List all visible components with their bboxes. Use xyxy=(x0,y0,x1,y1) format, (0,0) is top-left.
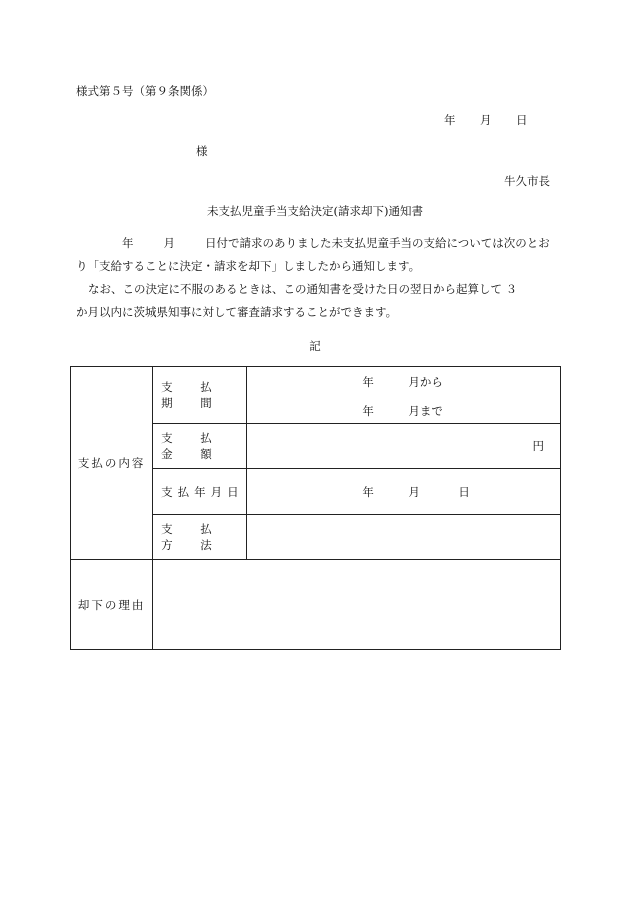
payment-method-field[interactable] xyxy=(247,515,561,560)
period-to xyxy=(362,403,443,419)
payment-period-field[interactable] xyxy=(247,367,561,424)
p1-rest: 日付で請求のありました未支払児童手当の支給については次のとお xyxy=(205,236,550,250)
notice-body xyxy=(76,232,556,324)
p1-year: 年 xyxy=(122,236,134,250)
ki-marker: 記 xyxy=(309,339,321,353)
period-from-month: 月から xyxy=(408,375,443,389)
payment-date-field[interactable] xyxy=(247,469,561,515)
date-line xyxy=(444,112,534,128)
payment-amount-label: 支 払 金 額 xyxy=(153,424,247,469)
form-number: 様式第５号（第９条関係） xyxy=(76,84,214,98)
payment-content-header: 支払の内容 xyxy=(71,367,153,560)
document-title: 未支払児童手当支給決定(請求却下)通知書 xyxy=(207,204,423,218)
p1-month: 月 xyxy=(163,236,175,250)
rejection-reason-field[interactable] xyxy=(153,560,561,650)
date-month-label: 月 xyxy=(480,113,492,127)
amount-unit: 円 xyxy=(532,439,544,453)
payment-date-label: 支払年月日 xyxy=(153,469,247,515)
payment-period-label: 支 払 期 間 xyxy=(153,367,247,424)
paydate-month: 月 xyxy=(408,484,420,499)
issuer-name: 牛久市長 xyxy=(504,174,550,188)
period-from xyxy=(362,374,443,390)
paragraph-2-line-2: か月以内に茨城県知事に対して審査請求することができます。 xyxy=(76,305,398,319)
payment-amount-field[interactable] xyxy=(247,424,561,469)
date-year-label: 年 xyxy=(444,113,456,127)
period-from-year: 年 xyxy=(362,375,374,389)
rejection-reason-header: 却下の理由 xyxy=(71,560,153,650)
paragraph-2-line-1: なお、この決定に不服のあるときは、この通知書を受けた日の翌日から起算して ３ xyxy=(88,282,518,296)
payment-method-label: 支 払 方 法 xyxy=(153,515,247,560)
paydate-year: 年 xyxy=(362,484,374,499)
paragraph-1-line-2: り「支給することに決定・請求を却下」しましたから通知します。 xyxy=(76,259,421,273)
date-day-label: 日 xyxy=(516,113,528,127)
paragraph-1-line-1 xyxy=(76,232,556,255)
period-to-month: 月まで xyxy=(408,404,443,418)
payment-date-units xyxy=(362,484,470,500)
payment-detail-table xyxy=(70,366,561,650)
paydate-day: 日 xyxy=(458,484,470,499)
period-to-year: 年 xyxy=(362,404,374,418)
addressee-suffix: 様 xyxy=(196,144,208,158)
